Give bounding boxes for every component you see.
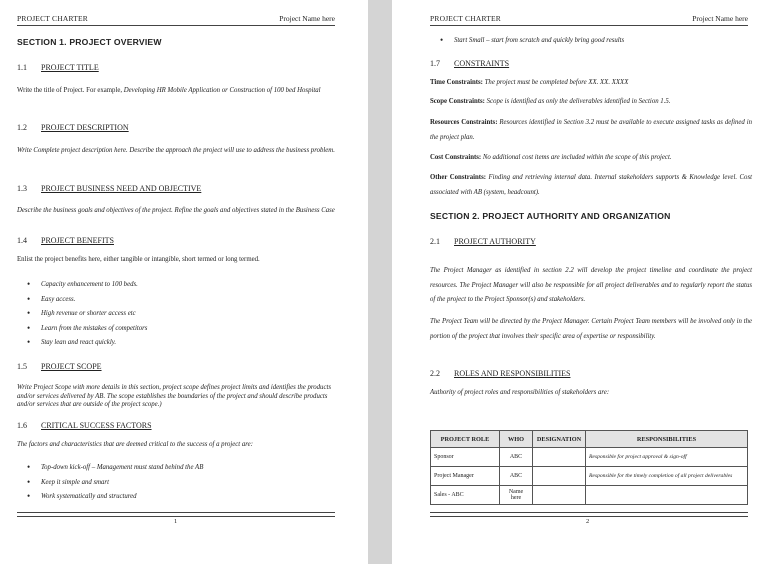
table-row (431, 486, 748, 505)
table-cell (586, 486, 748, 505)
section-2-heading: SECTION 2. PROJECT AUTHORITY AND ORGANIZATION (430, 211, 671, 221)
project-description-text: Write Complete project description here. Describe the approach the project will use to address the business problem. (17, 147, 335, 154)
subsection-1-4-heading: 1.4 PROJECT BENEFITS (17, 236, 114, 245)
project-title-text: Write the title of Project. For example, Developing HR Mobile Application or Construction of 100 bed Hospital (17, 87, 321, 94)
table-cell: ABC (500, 467, 533, 486)
time-constraints: Time Constraints: The project must be completed before XX. XX. XXXX (430, 79, 629, 86)
business-need-text: Describe the business goals and objectives of the project. Refine the goals and objectives stated in the Business Case (17, 207, 335, 214)
subsection-1-3-heading: 1.3 PROJECT BUSINESS NEED AND OBJECTIVE (17, 184, 202, 193)
subsection-2-1-heading: 2.1 PROJECT AUTHORITY (430, 237, 536, 246)
document-page-1 (0, 0, 368, 564)
list-item: • Easy access. (17, 293, 335, 308)
page-number: 1 (174, 518, 178, 525)
subsection-2-2-heading: 2.2 ROLES AND RESPONSIBILITIES (430, 369, 571, 378)
column-header: RESPONSIBILITIES (586, 431, 748, 448)
subsection-1-7-heading: 1.7 CONSTRAINTS (430, 59, 510, 68)
column-header: WHO (500, 431, 533, 448)
list-item: • Stay lean and react quickly. (17, 336, 335, 351)
project-authority-text-2: The Project Team will be directed by the Project Manager. Certain Project Team members will be involved only in the portion of the project that involves their specific area of expertise or responsibility. (430, 318, 752, 340)
table-cell (533, 486, 586, 505)
list-item: • Learn from the mistakes of competitors (17, 322, 335, 337)
table-cell: Sales - ABC (431, 486, 500, 505)
list-item: • High revenue or shorter access etc (17, 307, 335, 322)
header-title: PROJECT CHARTER (430, 14, 501, 23)
roles-table (430, 430, 748, 505)
document-page-2 (392, 0, 768, 564)
table-cell: Responsible for the timely completion of all project deliverables (586, 467, 748, 486)
subsection-1-5-heading: 1.5 PROJECT SCOPE (17, 362, 102, 371)
table-row (431, 448, 748, 467)
column-header: DESIGNATION (533, 431, 586, 448)
subsection-1-6-heading: 1.6 CRITICAL SUCCESS FACTORS (17, 421, 152, 430)
scope-constraints: Scope Constraints: Scope is identified as only the deliverables identified in Section 1.5. (430, 98, 671, 105)
header-title: PROJECT CHARTER (17, 14, 88, 23)
project-benefits-text: Enlist the project benefits here, either tangible or intangible, short termed or long termed. (17, 256, 260, 263)
benefits-list (17, 278, 335, 351)
table-cell: Sponsor (431, 448, 500, 467)
page-footer-rule (17, 512, 335, 517)
table-header-row (431, 431, 748, 448)
subsection-1-1-heading: 1.1 PROJECT TITLE (17, 63, 99, 72)
success-factors-list (17, 461, 335, 505)
project-scope-text: Write Project Scope with more details in this section, project scope defines project limits and identifies the products and/or services delivered by AB. The scope establishes the boundaries of the project and should describe products and/or services that are outside of the project scope.) (17, 384, 331, 408)
column-header: PROJECT ROLE (431, 431, 500, 448)
project-authority-text-1: The Project Manager as identified in section 2.2 will develop the project timeline and coordinate the project resources. The Project Manager will also be responsible for all project deliverables and to regularly report the status of the project to the Project Sponsor(s) and stakeholders. (430, 267, 752, 303)
cost-constraints: Cost Constraints: No additional cost items are included within the scope of this project. (430, 154, 672, 161)
table-cell: ABC (500, 448, 533, 467)
table-cell: Responsible for project approval & sign-off (586, 448, 748, 467)
header-project-name: Project Name here (279, 14, 335, 23)
list-item: • Keep it simple and smart (17, 476, 335, 491)
table-cell (533, 448, 586, 467)
table-cell: Project Manager (431, 467, 500, 486)
other-constraints: Other Constraints: Finding and retrieving internal data. Internal stakeholders supports & Knowledge level. Cost associated with AB (system, headcount). (430, 174, 752, 196)
table-cell (533, 467, 586, 486)
page-header (17, 13, 335, 26)
resources-constraints: Resources Constraints: Resources identified in Section 3.2 must be available to execute assigned tasks as defined in the project plan. (430, 119, 753, 141)
list-item: • Work systematically and structured (17, 490, 335, 505)
list-item: • Top-down kick-off – Management must stand behind the AB (17, 461, 335, 476)
subsection-1-2-heading: 1.2 PROJECT DESCRIPTION (17, 123, 129, 132)
table-row (431, 467, 748, 486)
page-footer-rule (430, 512, 748, 517)
page-gap (368, 0, 392, 564)
success-factors-text: The factors and characteristics that are deemed critical to the success of a project are: (17, 441, 253, 448)
list-item: • Start Small – start from scratch and quickly bring good results (430, 34, 750, 49)
success-factors-list-continued (430, 34, 750, 49)
header-project-name: Project Name here (692, 14, 748, 23)
page-number: 2 (586, 518, 590, 525)
section-1-heading: SECTION 1. PROJECT OVERVIEW (17, 37, 162, 47)
list-item: • Capacity enhancement to 100 beds. (17, 278, 335, 293)
roles-intro-text: Authority of project roles and responsibilities of stakeholders are: (430, 389, 610, 396)
table-cell: Name here (500, 486, 533, 505)
page-header (430, 13, 748, 26)
